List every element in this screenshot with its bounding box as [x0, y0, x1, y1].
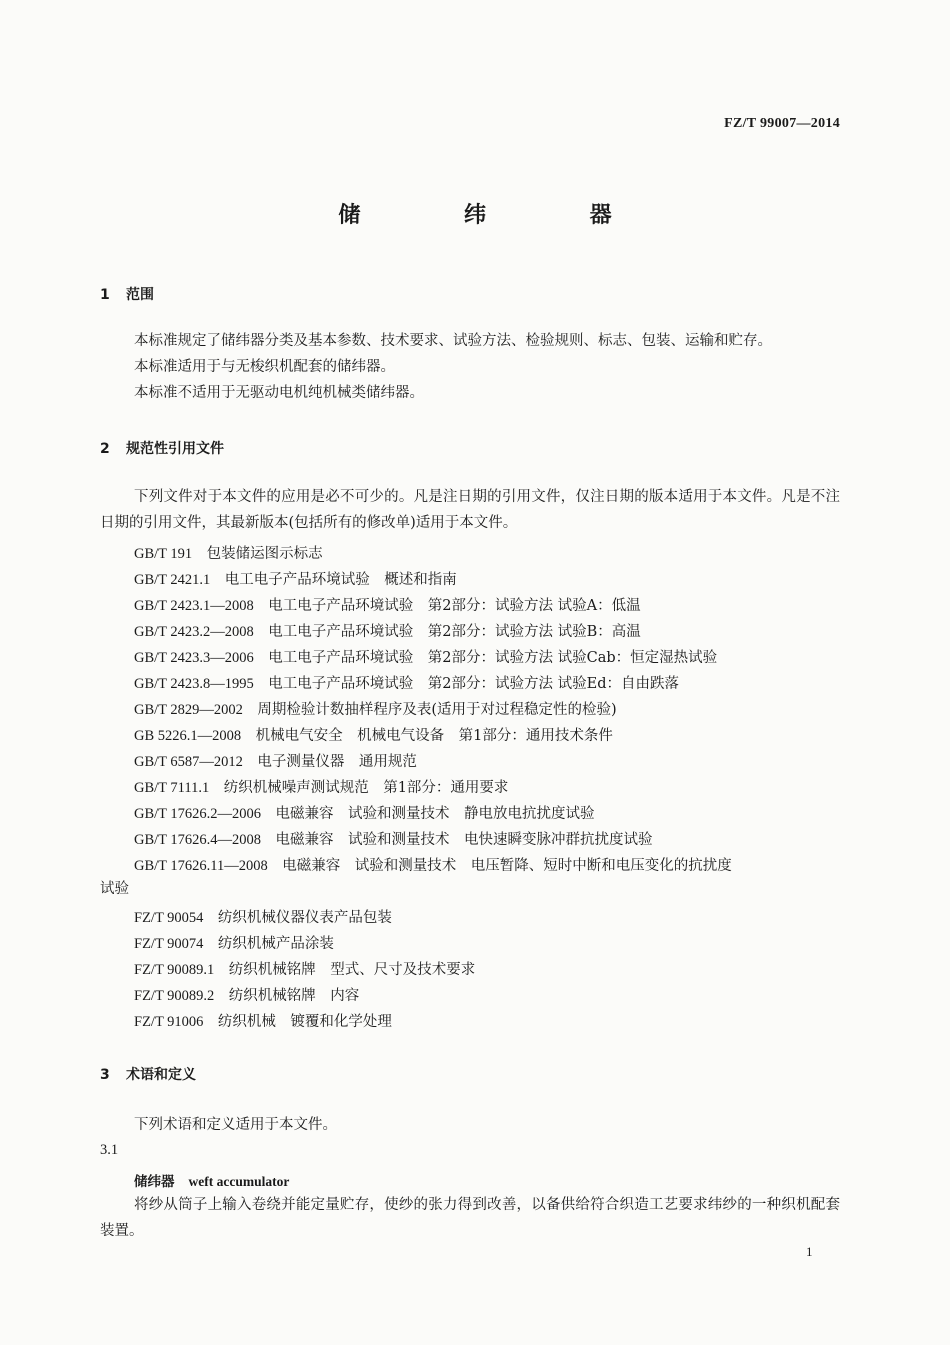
reference-item — [134, 802, 595, 823]
reference-item — [134, 750, 417, 771]
term-entry — [134, 1170, 289, 1190]
section-title: 规范性引用文件 — [126, 441, 224, 457]
reference-item — [134, 776, 508, 797]
reference-code: FZ/T 90054 — [134, 910, 204, 926]
reference-title: 电工电子产品环境试验 第2部分：试验方法 试验B：高温 — [268, 624, 641, 640]
reference-item — [134, 568, 457, 589]
reference-title: 纺织机械铭牌 型式、尺寸及技术要求 — [228, 962, 476, 978]
reference-code: GB/T 17626.2—2006 — [134, 806, 262, 822]
reference-title: 电子测量仪器 通用规范 — [257, 754, 417, 770]
reference-title: 纺织机械 镀覆和化学处理 — [217, 1014, 392, 1030]
reference-item — [134, 698, 617, 719]
reference-title: 电工电子产品环境试验 概述和指南 — [224, 572, 457, 588]
section-title: 范围 — [126, 287, 154, 303]
reference-title: 周期检验计数抽样程序及表(适用于对过程稳定性的检验) — [257, 702, 617, 718]
reference-code: GB/T 2421.1 — [134, 572, 211, 588]
reference-code: FZ/T 91006 — [134, 1014, 204, 1030]
paragraph: 本标准规定了储纬器分类及基本参数、技术要求、试验方法、检验规则、标志、包装、运输和贮存。 — [134, 333, 772, 349]
reference-title: 电磁兼容 试验和测量技术 电压暂降、短时中断和电压变化的抗扰度 — [282, 858, 732, 874]
reference-item — [134, 620, 641, 641]
reference-code: GB/T 191 — [134, 546, 193, 562]
reference-title: 纺织机械产品涂装 — [217, 936, 334, 952]
reference-title: 机械电气安全 机械电气设备 第1部分：通用技术条件 — [255, 728, 613, 744]
reference-code: FZ/T 90089.2 — [134, 988, 215, 1004]
reference-continuation: 试验 — [100, 881, 129, 897]
reference-title: 纺织机械噪声测试规范 第1部分：通用要求 — [223, 780, 509, 796]
reference-item — [134, 958, 475, 979]
reference-title: 电工电子产品环境试验 第2部分：试验方法 试验A：低温 — [268, 598, 641, 614]
reference-code: GB 5226.1—2008 — [134, 728, 242, 744]
paragraph: 本标准适用于与无梭织机配套的储纬器。 — [134, 359, 395, 375]
section-number: 1 — [100, 287, 110, 303]
reference-code: FZ/T 90074 — [134, 936, 204, 952]
reference-title: 电工电子产品环境试验 第2部分：试验方法 试验Ed：自由跌落 — [268, 676, 679, 692]
section-3-heading — [100, 1064, 196, 1084]
page-number: 1 — [806, 1244, 813, 1259]
reference-code: GB/T 2829—2002 — [134, 702, 243, 718]
reference-title: 电工电子产品环境试验 第2部分：试验方法 试验Cab：恒定湿热试验 — [268, 650, 718, 666]
reference-code: GB/T 17626.4—2008 — [134, 832, 262, 848]
reference-code: GB/T 2423.1—2008 — [134, 598, 254, 614]
reference-title: 电磁兼容 试验和测量技术 电快速瞬变脉冲群抗扰度试验 — [275, 832, 653, 848]
reference-title: 包装储运图示标志 — [206, 546, 323, 562]
reference-item — [134, 672, 679, 693]
section-2-heading — [100, 438, 224, 458]
term-definition: 将纱从筒子上输入卷绕并能定量贮存，使纱的张力得到改善，以备供给符合织造工艺要求纬纱的一种织机配套装置。 — [100, 1197, 840, 1239]
paragraph: 下列术语和定义适用于本文件。 — [134, 1117, 337, 1133]
reference-item — [134, 932, 334, 953]
reference-code: GB/T 2423.3—2006 — [134, 650, 254, 666]
reference-code: GB/T 7111.1 — [134, 780, 210, 796]
term-number: 3.1 — [100, 1142, 119, 1158]
reference-code: GB/T 2423.8—1995 — [134, 676, 254, 692]
reference-code: GB/T 2423.2—2008 — [134, 624, 254, 640]
standard-number: FZ/T 99007—2014 — [724, 116, 840, 131]
reference-item — [134, 828, 653, 849]
reference-item — [134, 984, 359, 1005]
reference-item — [134, 646, 717, 667]
reference-title: 纺织机械铭牌 内容 — [228, 988, 360, 1004]
section-title: 术语和定义 — [126, 1067, 196, 1083]
paragraph: 下列文件对于本文件的应用是必不可少的。凡是注日期的引用文件，仅注日期的版本适用于本文件。凡是不注日期的引用文件，其最新版本(包括所有的修改单)适用于本文件。 — [100, 489, 840, 531]
term-english: weft accumulator — [188, 1174, 290, 1189]
reference-item — [134, 854, 732, 875]
reference-item — [134, 542, 323, 563]
reference-code: GB/T 6587—2012 — [134, 754, 243, 770]
reference-code: FZ/T 90089.1 — [134, 962, 215, 978]
reference-title: 纺织机械仪器仪表产品包装 — [217, 910, 392, 926]
section-number: 3 — [100, 1067, 110, 1083]
term-chinese: 储纬器 — [134, 1174, 175, 1190]
reference-item — [134, 906, 392, 927]
paragraph: 本标准不适用于无驱动电机纯机械类储纬器。 — [134, 385, 424, 401]
section-number: 2 — [100, 441, 110, 457]
reference-code: GB/T 17626.11—2008 — [134, 858, 268, 874]
reference-item — [134, 724, 613, 745]
document-title: 储 纬 器 — [338, 203, 660, 228]
reference-title: 电磁兼容 试验和测量技术 静电放电抗扰度试验 — [275, 806, 595, 822]
reference-item — [134, 1010, 392, 1031]
reference-item — [134, 594, 641, 615]
section-1-heading — [100, 284, 154, 304]
